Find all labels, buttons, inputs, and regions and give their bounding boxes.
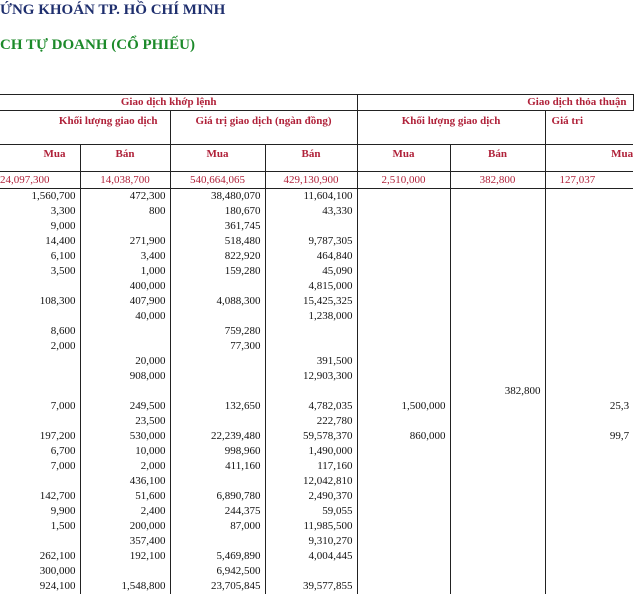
table-cell [357, 384, 450, 399]
table-cell: 12,042,810 [265, 474, 357, 489]
table-cell: 59,578,370 [265, 429, 357, 444]
table-row [0, 399, 633, 414]
table-cell [80, 339, 170, 354]
table-row [0, 534, 633, 549]
table-row [0, 264, 633, 279]
table-cell [0, 309, 80, 324]
table-cell [357, 264, 450, 279]
table-cell [170, 384, 265, 399]
table-cell [450, 534, 545, 549]
table-cell: 45,090 [265, 264, 357, 279]
table-cell: 15,425,325 [265, 294, 357, 309]
table-cell: 1,000 [80, 264, 170, 279]
table-row [0, 429, 633, 444]
table-cell [80, 384, 170, 399]
table-cell: 271,900 [80, 234, 170, 249]
table-cell [0, 474, 80, 489]
page-title: ỨNG KHOÁN TP. HỒ CHÍ MINH [0, 2, 226, 18]
table-cell: 357,400 [80, 534, 170, 549]
table-cell [357, 204, 450, 219]
table-cell [545, 309, 633, 324]
table-row [0, 219, 633, 234]
table-cell: 411,160 [170, 459, 265, 474]
table-cell [357, 294, 450, 309]
table-row [0, 369, 633, 384]
table-cell [357, 534, 450, 549]
trading-table [0, 94, 634, 594]
table-cell [357, 234, 450, 249]
table-cell [450, 474, 545, 489]
table-cell [450, 564, 545, 579]
table-row [0, 354, 633, 369]
table-cell [545, 324, 633, 339]
table-cell [170, 279, 265, 294]
buy-header: Mua [0, 145, 80, 172]
table-cell: 12,903,300 [265, 369, 357, 384]
table-cell: 11,604,100 [265, 189, 357, 205]
table-cell [265, 219, 357, 234]
table-cell: 1,490,000 [265, 444, 357, 459]
table-cell: 6,890,780 [170, 489, 265, 504]
table-cell [0, 369, 80, 384]
sub-value-negotiated-header: Giá tri [551, 115, 583, 127]
table-cell [545, 279, 633, 294]
table-cell [450, 399, 545, 414]
table-cell: 59,055 [265, 504, 357, 519]
table-cell: 142,700 [0, 489, 80, 504]
table-row [0, 309, 633, 324]
table-cell [80, 324, 170, 339]
table-cell: 924,100 [0, 579, 80, 594]
table-cell: 800 [80, 204, 170, 219]
table-cell [450, 249, 545, 264]
table-cell [0, 384, 80, 399]
table-cell [545, 294, 633, 309]
table-cell: 197,200 [0, 429, 80, 444]
table-cell: 908,000 [80, 369, 170, 384]
trading-table-container [0, 94, 634, 600]
table-cell [450, 354, 545, 369]
table-cell: 1,238,000 [265, 309, 357, 324]
table-cell: 9,000 [0, 219, 80, 234]
table-row [0, 549, 633, 564]
table-cell [545, 384, 633, 399]
table-row [0, 324, 633, 339]
table-row [0, 504, 633, 519]
table-cell: 300,000 [0, 564, 80, 579]
table-cell: 23,705,845 [170, 579, 265, 594]
table-cell [170, 474, 265, 489]
table-cell: 9,787,305 [265, 234, 357, 249]
table-row [0, 339, 633, 354]
table-cell: 200,000 [80, 519, 170, 534]
table-cell [545, 534, 633, 549]
buy-neg-header: Mua [357, 145, 450, 172]
table-cell: 5,469,890 [170, 549, 265, 564]
table-cell: 9,310,270 [265, 534, 357, 549]
table-cell: 117,160 [265, 459, 357, 474]
page-subtitle: CH TỰ DOANH (CỔ PHIẾU) [0, 37, 195, 53]
table-row [0, 414, 633, 429]
table-row [0, 519, 633, 534]
table-cell [357, 189, 450, 205]
table-cell [545, 204, 633, 219]
table-cell [450, 204, 545, 219]
table-cell [0, 354, 80, 369]
table-row [0, 189, 633, 205]
table-cell [545, 489, 633, 504]
total-cell: 24,097,300 [0, 172, 80, 189]
table-cell: 22,239,480 [170, 429, 265, 444]
table-cell [450, 579, 545, 594]
total-cell: 2,510,000 [357, 172, 450, 189]
table-cell [357, 504, 450, 519]
table-row [0, 249, 633, 264]
table-cell [0, 534, 80, 549]
table-cell [80, 564, 170, 579]
table-cell: 436,100 [80, 474, 170, 489]
table-cell: 222,780 [265, 414, 357, 429]
table-cell [170, 309, 265, 324]
table-cell: 1,548,800 [80, 579, 170, 594]
table-cell [545, 579, 633, 594]
table-cell [545, 189, 633, 205]
table-cell [357, 339, 450, 354]
total-cell: 382,800 [450, 172, 545, 189]
table-cell: 2,400 [80, 504, 170, 519]
sub-volume-matched-header: Khối lượng giao dịch [0, 111, 170, 145]
table-cell: 40,000 [80, 309, 170, 324]
table-cell [545, 444, 633, 459]
table-cell [265, 564, 357, 579]
table-cell [357, 219, 450, 234]
table-cell [545, 519, 633, 534]
sub-value-matched-header: Giá trị giao dịch (ngàn đồng) [170, 111, 357, 145]
table-cell [170, 369, 265, 384]
table-cell [357, 354, 450, 369]
table-cell: 860,000 [357, 429, 450, 444]
table-cell: 39,577,855 [265, 579, 357, 594]
sell-value-header: Bán [265, 145, 357, 172]
table-cell [265, 384, 357, 399]
table-cell [357, 279, 450, 294]
table-cell [450, 504, 545, 519]
table-cell: 4,815,000 [265, 279, 357, 294]
table-cell: 192,100 [80, 549, 170, 564]
table-cell [450, 549, 545, 564]
table-cell [357, 444, 450, 459]
table-cell [450, 219, 545, 234]
table-cell [450, 444, 545, 459]
table-cell: 244,375 [170, 504, 265, 519]
table-cell [170, 354, 265, 369]
table-cell: 530,000 [80, 429, 170, 444]
table-cell [545, 339, 633, 354]
table-cell: 472,300 [80, 189, 170, 205]
table-cell [0, 279, 80, 294]
table-cell [450, 429, 545, 444]
table-cell [80, 219, 170, 234]
table-cell: 38,480,070 [170, 189, 265, 205]
table-cell: 998,960 [170, 444, 265, 459]
table-cell [545, 414, 633, 429]
totals-row [0, 172, 633, 189]
table-cell: 249,500 [80, 399, 170, 414]
table-cell: 3,500 [0, 264, 80, 279]
table-cell [357, 414, 450, 429]
table-row [0, 489, 633, 504]
sell-neg-header: Bán [450, 145, 545, 172]
table-cell: 2,000 [0, 339, 80, 354]
table-cell: 1,500,000 [357, 399, 450, 414]
table-cell [170, 534, 265, 549]
table-cell [450, 369, 545, 384]
table-cell [357, 489, 450, 504]
sell-header: Bán [80, 145, 170, 172]
table-cell [545, 459, 633, 474]
total-cell: 14,038,700 [80, 172, 170, 189]
table-row [0, 459, 633, 474]
table-cell: 2,490,370 [265, 489, 357, 504]
buy-value-header: Mua [170, 145, 265, 172]
table-cell: 262,100 [0, 549, 80, 564]
table-cell [450, 264, 545, 279]
table-cell [265, 324, 357, 339]
table-cell [545, 504, 633, 519]
total-cell: 429,130,900 [265, 172, 357, 189]
table-cell [545, 264, 633, 279]
table-cell [170, 414, 265, 429]
group-negotiated-header: Giao dịch thỏa thuận [357, 95, 633, 111]
table-cell [357, 459, 450, 474]
table-row [0, 234, 633, 249]
table-cell [450, 234, 545, 249]
buy-sell-header-row [0, 145, 633, 172]
table-cell [357, 564, 450, 579]
table-cell: 159,280 [170, 264, 265, 279]
table-cell: 51,600 [80, 489, 170, 504]
table-row [0, 204, 633, 219]
table-cell: 10,000 [80, 444, 170, 459]
table-cell: 77,300 [170, 339, 265, 354]
table-cell: 822,920 [170, 249, 265, 264]
total-cell: 127,037 [545, 172, 633, 189]
table-cell: 4,782,035 [265, 399, 357, 414]
table-cell [357, 309, 450, 324]
table-cell: 1,560,700 [0, 189, 80, 205]
table-cell [450, 414, 545, 429]
table-cell: 759,280 [170, 324, 265, 339]
table-cell [545, 474, 633, 489]
table-cell [357, 549, 450, 564]
table-cell [450, 459, 545, 474]
table-row [0, 474, 633, 489]
table-cell: 20,000 [80, 354, 170, 369]
table-cell: 6,100 [0, 249, 80, 264]
table-row [0, 444, 633, 459]
total-cell: 540,664,065 [170, 172, 265, 189]
table-cell: 7,000 [0, 399, 80, 414]
table-cell: 11,985,500 [265, 519, 357, 534]
table-cell: 1,500 [0, 519, 80, 534]
table-cell [450, 279, 545, 294]
table-cell: 99,7 [609, 430, 630, 442]
table-row [0, 294, 633, 309]
table-cell: 25,3 [609, 400, 630, 412]
table-cell: 6,700 [0, 444, 80, 459]
table-cell: 3,400 [80, 249, 170, 264]
table-cell: 14,400 [0, 234, 80, 249]
table-row [0, 564, 633, 579]
table-cell: 391,500 [265, 354, 357, 369]
group-header-row [0, 95, 633, 111]
table-cell: 180,670 [170, 204, 265, 219]
table-cell [450, 339, 545, 354]
table-cell: 7,000 [0, 459, 80, 474]
sub-volume-negotiated-header: Khối lượng giao dịch [357, 111, 545, 145]
table-cell [357, 249, 450, 264]
table-row [0, 384, 633, 399]
table-cell: 132,650 [170, 399, 265, 414]
group-matched-header: Giao dịch khớp lệnh [0, 95, 357, 111]
table-cell: 87,000 [170, 519, 265, 534]
table-cell: 361,745 [170, 219, 265, 234]
table-cell [545, 234, 633, 249]
table-cell: 6,942,500 [170, 564, 265, 579]
table-cell: 9,900 [0, 504, 80, 519]
table-cell [450, 189, 545, 205]
table-cell: 23,500 [80, 414, 170, 429]
table-cell: 2,000 [80, 459, 170, 474]
table-cell [545, 369, 633, 384]
table-row [0, 579, 633, 594]
table-cell [0, 414, 80, 429]
table-cell: 4,088,300 [170, 294, 265, 309]
table-cell: 464,840 [265, 249, 357, 264]
table-row [0, 279, 633, 294]
sub-header-row [0, 111, 633, 145]
table-cell [545, 249, 633, 264]
table-cell: 43,330 [265, 204, 357, 219]
table-cell [545, 219, 633, 234]
table-cell: 400,000 [80, 279, 170, 294]
table-cell [357, 474, 450, 489]
table-cell [450, 519, 545, 534]
table-cell [357, 324, 450, 339]
table-cell [357, 579, 450, 594]
table-cell: 108,300 [0, 294, 80, 309]
table-cell [450, 294, 545, 309]
table-cell [545, 354, 633, 369]
table-cell [265, 339, 357, 354]
buy-neg-value-header: Mua [545, 145, 633, 172]
table-cell: 4,004,445 [265, 549, 357, 564]
table-cell [450, 309, 545, 324]
table-cell: 518,480 [170, 234, 265, 249]
table-cell: 382,800 [450, 384, 545, 399]
table-cell: 8,600 [0, 324, 80, 339]
table-cell [357, 369, 450, 384]
table-cell: 3,300 [0, 204, 80, 219]
table-cell [450, 489, 545, 504]
table-cell: 407,900 [80, 294, 170, 309]
table-cell [545, 564, 633, 579]
table-cell [545, 549, 633, 564]
table-cell [357, 519, 450, 534]
table-cell [450, 324, 545, 339]
